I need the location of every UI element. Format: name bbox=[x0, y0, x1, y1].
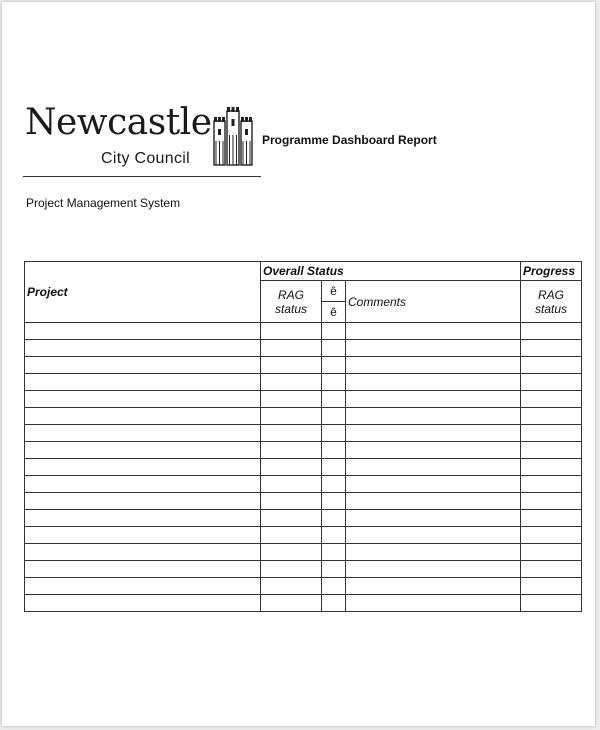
cell-project bbox=[25, 425, 261, 442]
cell-project bbox=[25, 544, 261, 561]
header-overall-status: Overall Status bbox=[261, 262, 521, 281]
cell-comments bbox=[346, 493, 521, 510]
cell-project bbox=[25, 476, 261, 493]
cell-project bbox=[25, 408, 261, 425]
cell-rag-status bbox=[261, 374, 322, 391]
cell-project bbox=[25, 527, 261, 544]
cell-arrow bbox=[322, 527, 346, 544]
cell-arrow bbox=[322, 493, 346, 510]
cell-rag-status bbox=[261, 595, 322, 612]
cell-project bbox=[25, 561, 261, 578]
cell-project bbox=[25, 442, 261, 459]
cell-arrow bbox=[322, 408, 346, 425]
cell-comments bbox=[346, 561, 521, 578]
cell-rag-status bbox=[261, 408, 322, 425]
cell-progress bbox=[521, 561, 582, 578]
cell-progress bbox=[521, 442, 582, 459]
report-title: Programme Dashboard Report bbox=[262, 133, 437, 147]
table-row bbox=[25, 476, 582, 493]
cell-rag-status bbox=[261, 510, 322, 527]
cell-progress bbox=[521, 391, 582, 408]
cell-comments bbox=[346, 510, 521, 527]
cell-arrow bbox=[322, 391, 346, 408]
cell-progress bbox=[521, 340, 582, 357]
cell-arrow bbox=[322, 459, 346, 476]
table-row bbox=[25, 391, 582, 408]
document-page bbox=[2, 2, 595, 726]
header-comments: Comments bbox=[346, 281, 521, 323]
castle-towers-icon bbox=[211, 105, 255, 167]
cell-arrow bbox=[322, 442, 346, 459]
cell-rag-status bbox=[261, 527, 322, 544]
cell-project bbox=[25, 340, 261, 357]
header-project: Project bbox=[25, 262, 261, 323]
header-arrow-down: ê bbox=[322, 302, 346, 323]
cell-comments bbox=[346, 544, 521, 561]
cell-project bbox=[25, 391, 261, 408]
cell-comments bbox=[346, 578, 521, 595]
header-progress-rag-status: RAG status bbox=[521, 281, 582, 323]
table-row bbox=[25, 323, 582, 340]
cell-comments bbox=[346, 357, 521, 374]
cell-comments bbox=[346, 391, 521, 408]
cell-arrow bbox=[322, 578, 346, 595]
table-row bbox=[25, 442, 582, 459]
logo-divider bbox=[23, 176, 261, 177]
cell-progress bbox=[521, 374, 582, 391]
header-progress: Progress bbox=[521, 262, 582, 281]
cell-comments bbox=[346, 595, 521, 612]
cell-arrow bbox=[322, 510, 346, 527]
cell-progress bbox=[521, 323, 582, 340]
cell-arrow bbox=[322, 595, 346, 612]
cell-rag-status bbox=[261, 425, 322, 442]
cell-progress bbox=[521, 408, 582, 425]
cell-comments bbox=[346, 442, 521, 459]
cell-progress bbox=[521, 476, 582, 493]
table-row bbox=[25, 425, 582, 442]
cell-progress bbox=[521, 357, 582, 374]
cell-comments bbox=[346, 323, 521, 340]
table-row bbox=[25, 340, 582, 357]
table-row bbox=[25, 544, 582, 561]
cell-arrow bbox=[322, 544, 346, 561]
logo-name: Newcastle bbox=[25, 102, 212, 143]
cell-comments bbox=[346, 425, 521, 442]
table-row bbox=[25, 510, 582, 527]
cell-project bbox=[25, 510, 261, 527]
cell-comments bbox=[346, 527, 521, 544]
table-row bbox=[25, 493, 582, 510]
header-arrow-up: ê bbox=[322, 281, 346, 302]
table-row bbox=[25, 374, 582, 391]
cell-arrow bbox=[322, 357, 346, 374]
cell-comments bbox=[346, 476, 521, 493]
logo-subtitle: City Council bbox=[101, 150, 190, 167]
cell-comments bbox=[346, 374, 521, 391]
cell-project bbox=[25, 595, 261, 612]
table-row bbox=[25, 459, 582, 476]
system-title: Project Management System bbox=[26, 196, 181, 210]
cell-arrow bbox=[322, 561, 346, 578]
cell-rag-status bbox=[261, 493, 322, 510]
cell-rag-status bbox=[261, 442, 322, 459]
cell-rag-status bbox=[261, 578, 322, 595]
council-logo bbox=[25, 102, 265, 177]
table-row bbox=[25, 408, 582, 425]
cell-rag-status bbox=[261, 391, 322, 408]
cell-progress bbox=[521, 578, 582, 595]
cell-progress bbox=[521, 510, 582, 527]
cell-rag-status bbox=[261, 561, 322, 578]
cell-project bbox=[25, 459, 261, 476]
cell-comments bbox=[346, 459, 521, 476]
table-row bbox=[25, 527, 582, 544]
cell-arrow bbox=[322, 323, 346, 340]
cell-progress bbox=[521, 527, 582, 544]
cell-rag-status bbox=[261, 340, 322, 357]
table-row bbox=[25, 357, 582, 374]
cell-rag-status bbox=[261, 544, 322, 561]
cell-comments bbox=[346, 408, 521, 425]
cell-project bbox=[25, 323, 261, 340]
cell-arrow bbox=[322, 425, 346, 442]
cell-rag-status bbox=[261, 323, 322, 340]
cell-progress bbox=[521, 459, 582, 476]
cell-rag-status bbox=[261, 476, 322, 493]
cell-rag-status bbox=[261, 459, 322, 476]
cell-progress bbox=[521, 595, 582, 612]
cell-rag-status bbox=[261, 357, 322, 374]
cell-progress bbox=[521, 425, 582, 442]
cell-project bbox=[25, 374, 261, 391]
dashboard-table bbox=[24, 261, 582, 612]
cell-project bbox=[25, 493, 261, 510]
table-row bbox=[25, 595, 582, 612]
table-row bbox=[25, 561, 582, 578]
cell-project bbox=[25, 357, 261, 374]
cell-arrow bbox=[322, 374, 346, 391]
cell-project bbox=[25, 578, 261, 595]
cell-comments bbox=[346, 340, 521, 357]
cell-progress bbox=[521, 544, 582, 561]
cell-progress bbox=[521, 493, 582, 510]
cell-arrow bbox=[322, 340, 346, 357]
cell-arrow bbox=[322, 476, 346, 493]
header-rag-status: RAG status bbox=[261, 281, 322, 323]
table-row bbox=[25, 578, 582, 595]
